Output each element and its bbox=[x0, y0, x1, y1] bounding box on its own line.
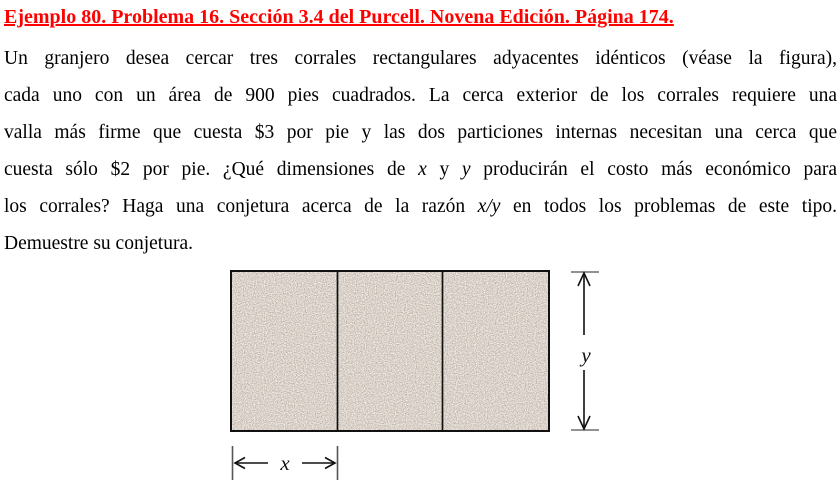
text-run: los corrales? Haga una conjetura acerca de la razón bbox=[4, 196, 478, 217]
paragraph-line bbox=[4, 188, 837, 225]
x-dimension bbox=[228, 444, 344, 486]
variable-x: x bbox=[418, 159, 427, 180]
text-run: cada uno con un área de 900 pies cuadrados. La cerca exterior de los corrales requiere una bbox=[4, 85, 837, 106]
paragraph-line bbox=[4, 151, 837, 188]
text-run: en todos los problemas de este tipo. bbox=[500, 196, 837, 217]
paragraph-line bbox=[4, 40, 837, 77]
paragraph-line bbox=[4, 114, 837, 151]
text-run: Un granjero desea cercar tres corrales rectangulares adyacentes idénticos (véase la figura), bbox=[4, 48, 837, 69]
text-run: valla más firme que cuesta $3 por pie y las dos particiones internas necesitan una cerca que bbox=[4, 122, 837, 143]
variable-y: y bbox=[461, 159, 471, 180]
text-run: y bbox=[426, 159, 462, 180]
text-run: Demuestre su conjetura. bbox=[4, 233, 193, 254]
x-label: x bbox=[280, 451, 290, 475]
corral-figure bbox=[230, 270, 550, 432]
paragraph-line bbox=[4, 77, 837, 114]
y-dimension bbox=[566, 268, 606, 436]
text-run: producirán el costo más económico para bbox=[470, 159, 837, 180]
paragraph-line bbox=[4, 225, 837, 262]
problem-statement bbox=[4, 40, 837, 262]
text-run: cuesta sólo $2 por pie. ¿Qué dimensiones de bbox=[4, 159, 419, 180]
document-title: Ejemplo 80. Problema 16. Sección 3.4 del Purcell. Novena Edición. Página 174. bbox=[4, 6, 674, 28]
corral-ground-texture bbox=[230, 270, 550, 432]
y-label: y bbox=[581, 343, 591, 367]
ratio-x-over-y: x/y bbox=[477, 196, 501, 217]
